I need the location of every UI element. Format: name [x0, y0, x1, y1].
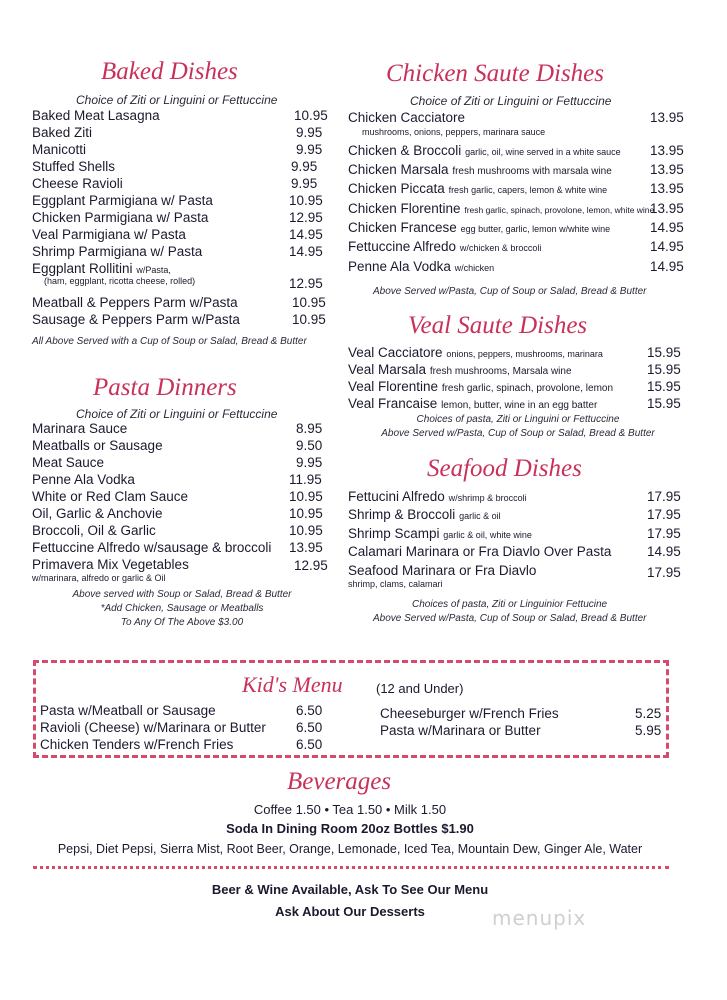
list-item: Shrimp & Broccoli garlic & oil 17.95: [348, 507, 681, 522]
list-item: Fettuccine Alfredo w/chicken & broccoli 14.95: [348, 239, 684, 254]
list-item: Pasta w/Meatball or Sausage 6.50: [40, 703, 323, 718]
list-item: Ravioli (Cheese) w/Marinara or Butter 6.50: [40, 720, 323, 735]
list-item: Primavera Mix Vegetables w/marinara, alfredo or garlic & Oil 12.95: [32, 557, 328, 583]
list-item: Chicken Tenders w/French Fries 6.50: [40, 737, 323, 752]
list-item: Stuffed Shells 9.95: [32, 159, 318, 174]
list-item: Sausage & Peppers Parm w/Pasta 10.95: [32, 312, 326, 327]
list-item: Chicken Cacciatore mushrooms, onions, peppers, marinara sauce 13.95: [348, 110, 684, 137]
chicken-choice: Choice of Ziti or Linguini or Fettuccine: [410, 94, 612, 108]
list-item: Broccoli, Oil & Garlic 10.95: [32, 523, 323, 538]
list-item: Chicken Piccata fresh garlic, capers, lemon & white wine 13.95: [348, 181, 684, 196]
veal-note-1: Choices of pasta, Ziti or Linguini or Fettuccine: [416, 414, 620, 425]
veal-saute-heading: Veal Saute Dishes: [408, 312, 588, 339]
kids-menu-heading: Kid's Menu: [242, 672, 343, 697]
beverages-hot-drinks: Coffee 1.50 • Tea 1.50 • Milk 1.50: [253, 802, 447, 817]
pasta-dinners-heading: Pasta Dinners: [93, 374, 237, 401]
list-item: Shrimp Scampi garlic & oil, white wine 17.95: [348, 526, 681, 541]
list-item: Eggplant Rollitini w/Pasta, (ham, eggplant, ricotta cheese, rolled) 12.95: [32, 261, 323, 291]
list-item: Meatball & Peppers Parm w/Pasta 10.95: [32, 295, 326, 310]
beverages-soda-list: Pepsi, Diet Pepsi, Sierra Mist, Root Beer, Orange, Lemonade, Iced Tea, Mountain Dew, Ginger Ale, Water: [57, 842, 643, 856]
list-item: Fettuccine Alfredo w/sausage & broccoli 13.95: [32, 540, 323, 555]
list-item: Eggplant Parmigiana w/ Pasta 10.95: [32, 193, 323, 208]
list-item: Seafood Marinara or Fra Diavlo shrimp, clams, calamari 17.95: [348, 563, 681, 589]
list-item: Calamari Marinara or Fra Diavlo Over Pasta 14.95: [348, 544, 681, 559]
pasta-note-1: Above served with Soup or Salad, Bread & Butter: [72, 589, 292, 600]
list-item: Cheese Ravioli 9.95: [32, 176, 318, 191]
pasta-note-2: *Add Chicken, Sausage or Meatballs: [100, 603, 264, 614]
list-item: Veal Marsala fresh mushrooms, Marsala wine 15.95: [348, 362, 681, 377]
list-item: Chicken Francese egg butter, garlic, lemon w/white wine 14.95: [348, 220, 684, 235]
veal-note-2: Above Served w/Pasta, Cup of Soup or Salad, Bread & Butter: [381, 428, 655, 439]
list-item: Fettucini Alfredo w/shrimp & broccoli 17.95: [348, 489, 681, 504]
list-item: Penne Ala Vodka w/chicken 14.95: [348, 259, 684, 274]
list-item: White or Red Clam Sauce 10.95: [32, 489, 323, 504]
list-item: Veal Florentine fresh garlic, spinach, provolone, lemon 15.95: [348, 379, 681, 394]
list-item: Shrimp Parmigiana w/ Pasta 14.95: [32, 244, 323, 259]
footer-desserts: Ask About Our Desserts: [275, 904, 425, 919]
list-item: Veal Parmigiana w/ Pasta 14.95: [32, 227, 323, 242]
list-item: Chicken & Broccoli garlic, oil, wine served in a white sauce 13.95: [348, 143, 684, 158]
list-item: Baked Meat Lasagna 10.95: [32, 108, 328, 123]
seafood-heading: Seafood Dishes: [427, 455, 582, 482]
seafood-note-1: Choices of pasta, Ziti or Linguinior Fettucine: [412, 599, 608, 610]
beverages-soda: Soda In Dining Room 20oz Bottles $1.90: [226, 821, 474, 836]
list-item: Meat Sauce 9.95: [32, 455, 323, 470]
pasta-choice: Choice of Ziti or Linguini or Fettuccine: [76, 407, 278, 421]
footer-beer-wine: Beer & Wine Available, Ask To See Our Menu: [211, 882, 489, 897]
list-item: Pasta w/Marinara or Butter 5.95: [380, 723, 662, 738]
chicken-saute-heading: Chicken Saute Dishes: [386, 60, 605, 87]
list-item: Chicken Parmigiana w/ Pasta 12.95: [32, 210, 323, 225]
baked-dishes-heading: Baked Dishes: [101, 58, 238, 85]
seafood-note-2: Above Served w/Pasta, Cup of Soup or Salad, Bread & Butter: [373, 613, 647, 624]
menupix-watermark: menupix: [492, 906, 587, 930]
baked-choice: Choice of Ziti or Linguini or Fettuccine: [76, 93, 278, 107]
list-item: Cheeseburger w/French Fries 5.25: [380, 706, 662, 721]
chicken-note: Above Served w/Pasta, Cup of Soup or Salad, Bread & Butter: [373, 286, 647, 297]
list-item: Chicken Florentine fresh garlic, spinach, provolone, lemon, white wine 13.95: [348, 201, 684, 216]
list-item: Oil, Garlic & Anchovie 10.95: [32, 506, 323, 521]
baked-note: All Above Served with a Cup of Soup or Salad, Bread & Butter: [32, 336, 307, 347]
list-item: Veal Francaise lemon, butter, wine in an egg batter 15.95: [348, 396, 681, 411]
list-item: Marinara Sauce 8.95: [32, 421, 323, 436]
kids-menu-age: (12 and Under): [376, 681, 464, 696]
pasta-note-3: To Any Of The Above $3.00: [120, 617, 244, 628]
list-item: Manicotti 9.95: [32, 142, 323, 157]
list-item: Chicken Marsala fresh mushrooms with marsala wine 13.95: [348, 162, 684, 177]
beverages-heading: Beverages: [287, 768, 392, 795]
dotted-divider: [33, 866, 669, 869]
list-item: Veal Cacciatore onions, peppers, mushrooms, marinara 15.95: [348, 345, 681, 360]
list-item: Penne Ala Vodka 11.95: [32, 472, 322, 487]
list-item: Meatballs or Sausage 9.50: [32, 438, 323, 453]
list-item: Baked Ziti 9.95: [32, 125, 323, 140]
